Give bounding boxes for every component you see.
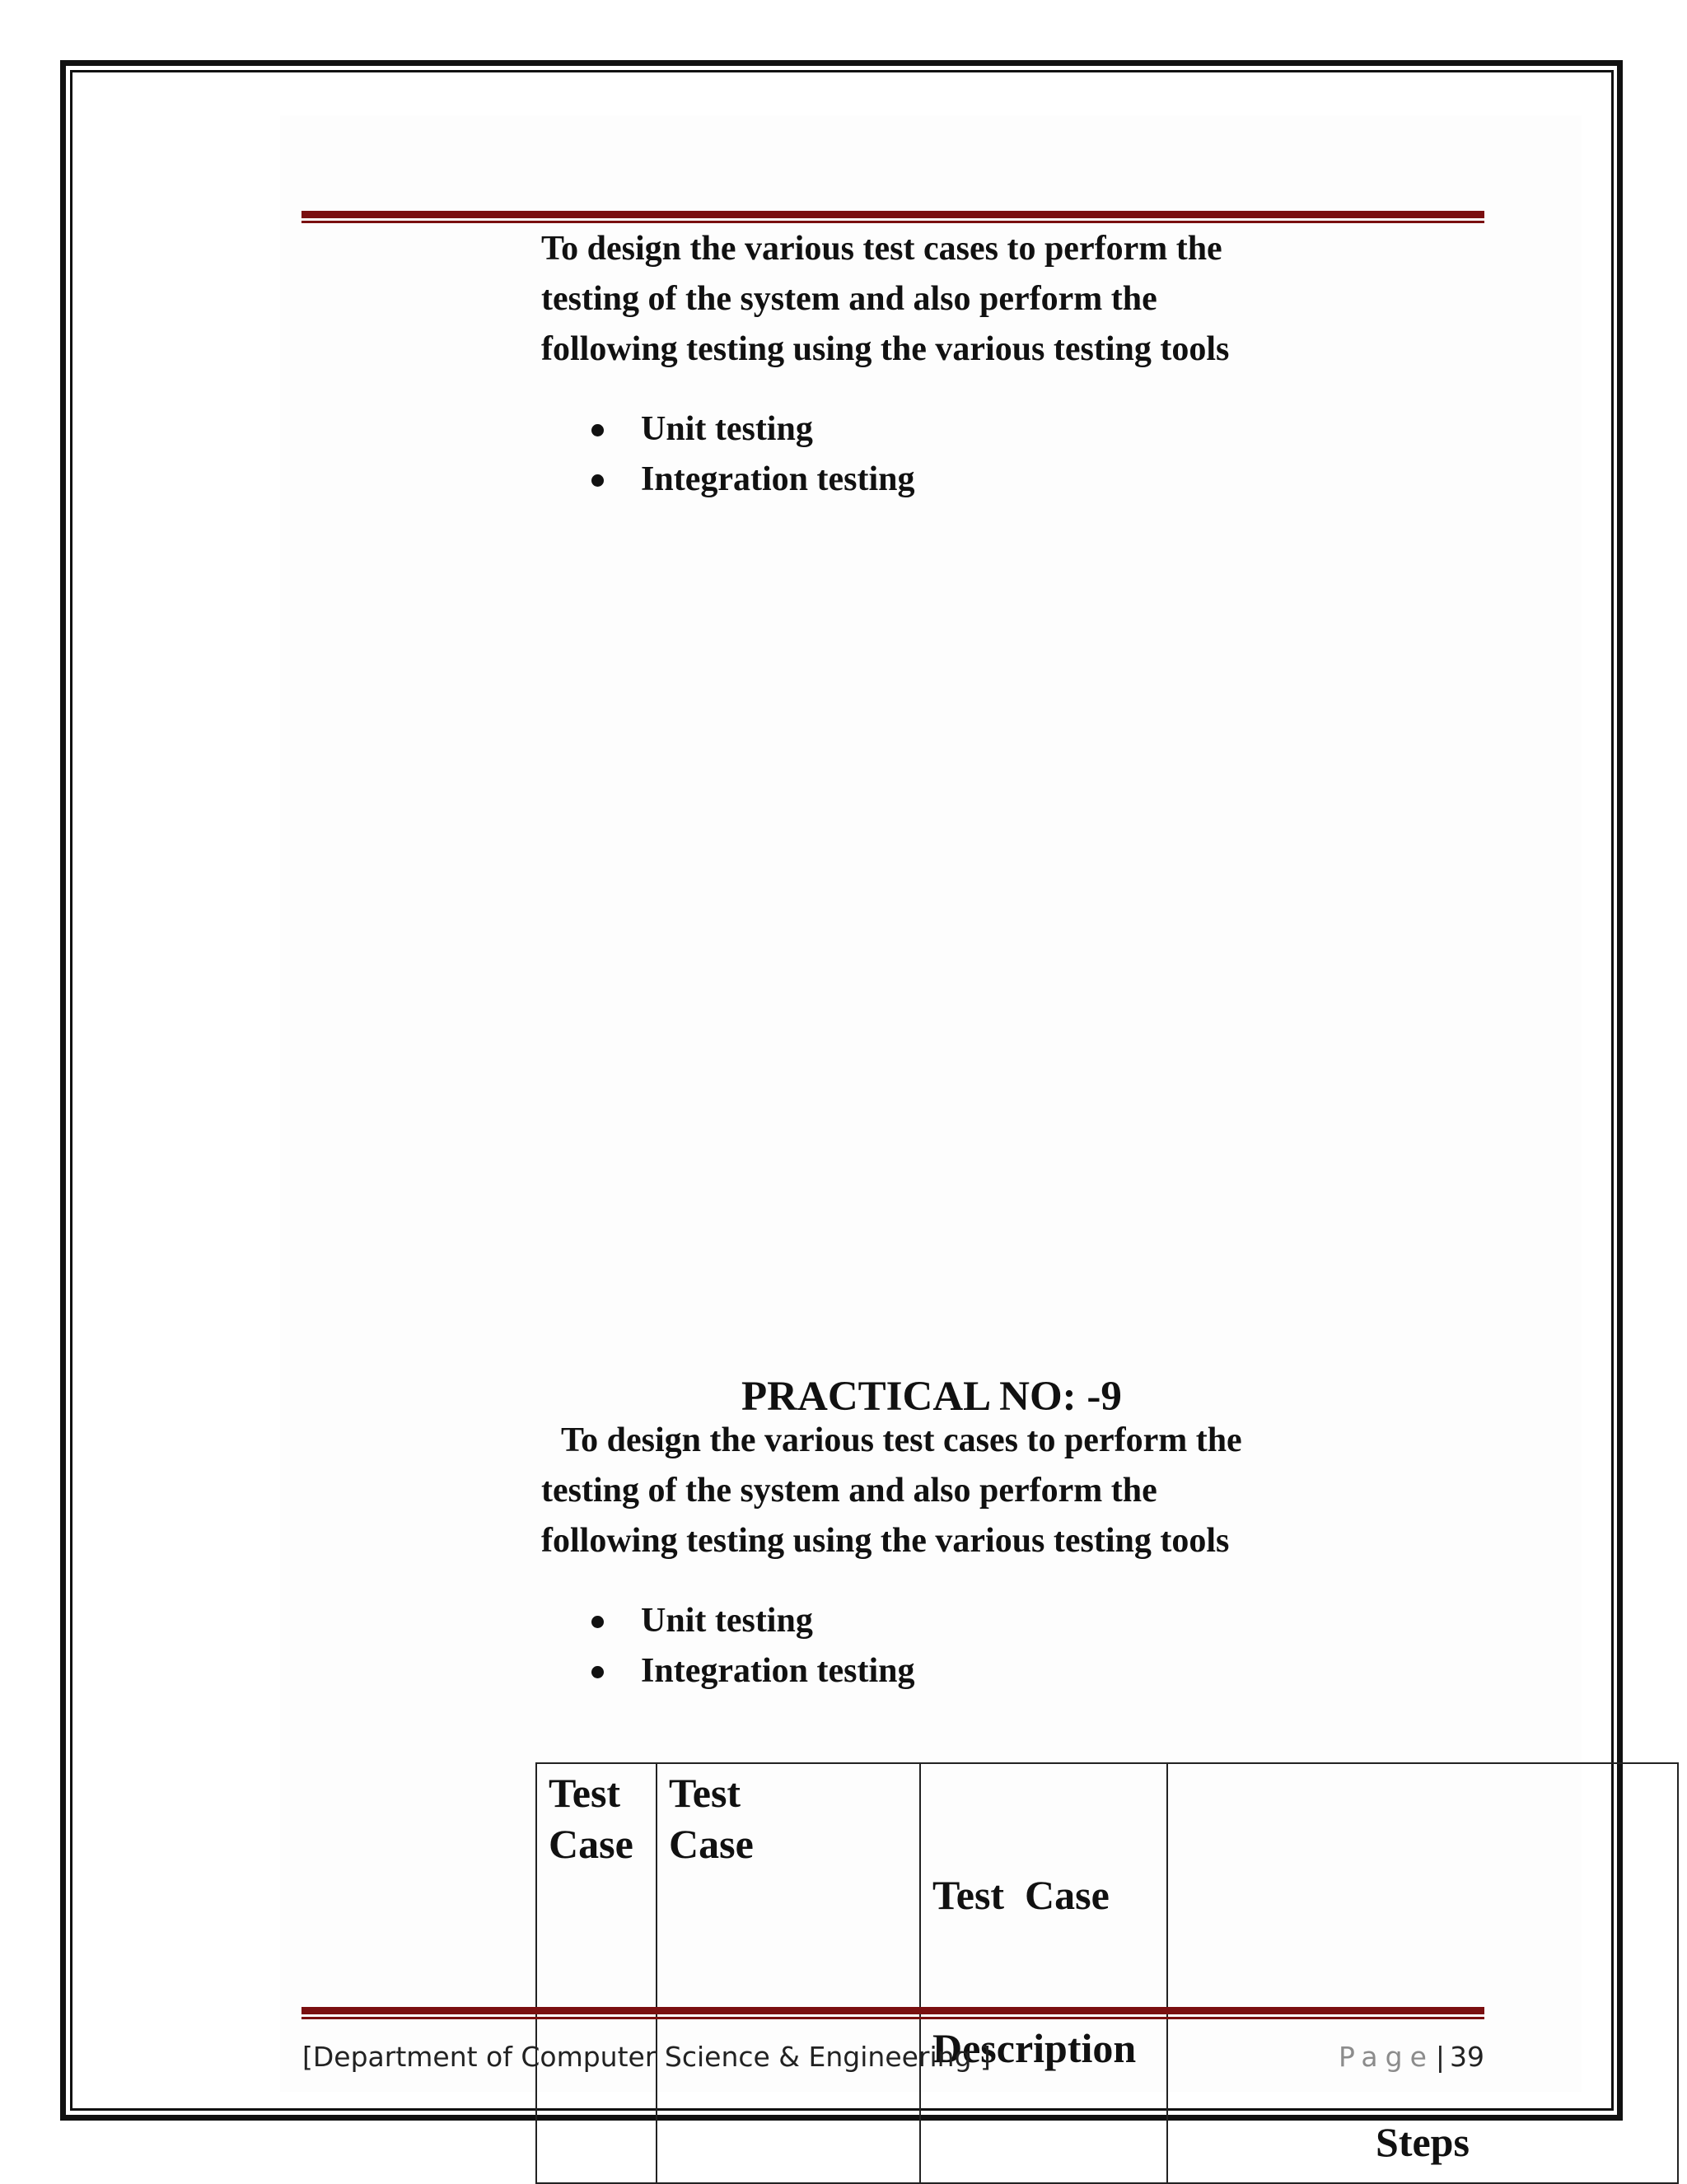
list-item	[586, 404, 914, 455]
bullet-icon	[591, 474, 604, 487]
header-cell-test-case-name	[657, 1763, 920, 2183]
header-cell-test-case-id	[536, 1763, 657, 2183]
top-intro-line: To design the various test cases to perform the	[541, 230, 1222, 268]
header-text: Case	[549, 1821, 633, 1867]
top-intro-line: testing of the system and also perform the	[541, 280, 1157, 318]
list-item-label: Unit testing	[641, 410, 813, 448]
top-bullet-list	[586, 404, 914, 505]
page-label: Page	[1338, 2041, 1434, 2073]
footer-department: [Department of Computer Science & Engineering ]	[302, 2041, 991, 2073]
list-item-label: Integration testing	[641, 460, 915, 498]
test-case-table	[535, 1762, 1679, 2184]
header-text: Test	[669, 1770, 741, 1816]
practical-intro-paragraph	[541, 1416, 1365, 1566]
practical-intro-line: following testing using the various testing tools	[541, 1522, 1230, 1560]
header-text: Steps	[1376, 2119, 1470, 2165]
footer-rule	[301, 2007, 1484, 2019]
header-rule	[301, 211, 1484, 223]
table-header-row	[536, 1763, 1678, 2183]
list-item	[586, 455, 914, 505]
bullet-icon	[591, 1616, 604, 1628]
practical-bullet-list	[586, 1596, 914, 1696]
list-item	[586, 1646, 914, 1696]
practical-intro-line: testing of the system and also perform the	[541, 1472, 1157, 1510]
header-text: Case	[669, 1821, 754, 1867]
list-item-label: Unit testing	[641, 1602, 813, 1640]
header-text: Test Case	[932, 1872, 1110, 1918]
header-text: Test	[549, 1770, 621, 1816]
page-number: 39	[1450, 2041, 1484, 2073]
page-separator: |	[1435, 2041, 1445, 2073]
practical-title: PRACTICAL NO: -9	[741, 1374, 1122, 1420]
top-intro-line: following testing using the various testing tools	[541, 330, 1230, 368]
list-item	[586, 1596, 914, 1646]
top-intro-paragraph	[541, 224, 1365, 375]
bullet-icon	[591, 1666, 604, 1678]
header-cell-steps	[1167, 1763, 1678, 2183]
list-item-label: Integration testing	[641, 1652, 915, 1690]
header-cell-description	[920, 1763, 1167, 2183]
header-text: Description	[932, 2025, 1137, 2071]
bullet-icon	[591, 424, 604, 436]
footer-page-number	[1339, 2041, 1484, 2073]
practical-intro-line: To design the various test cases to perform the	[561, 1421, 1242, 1459]
